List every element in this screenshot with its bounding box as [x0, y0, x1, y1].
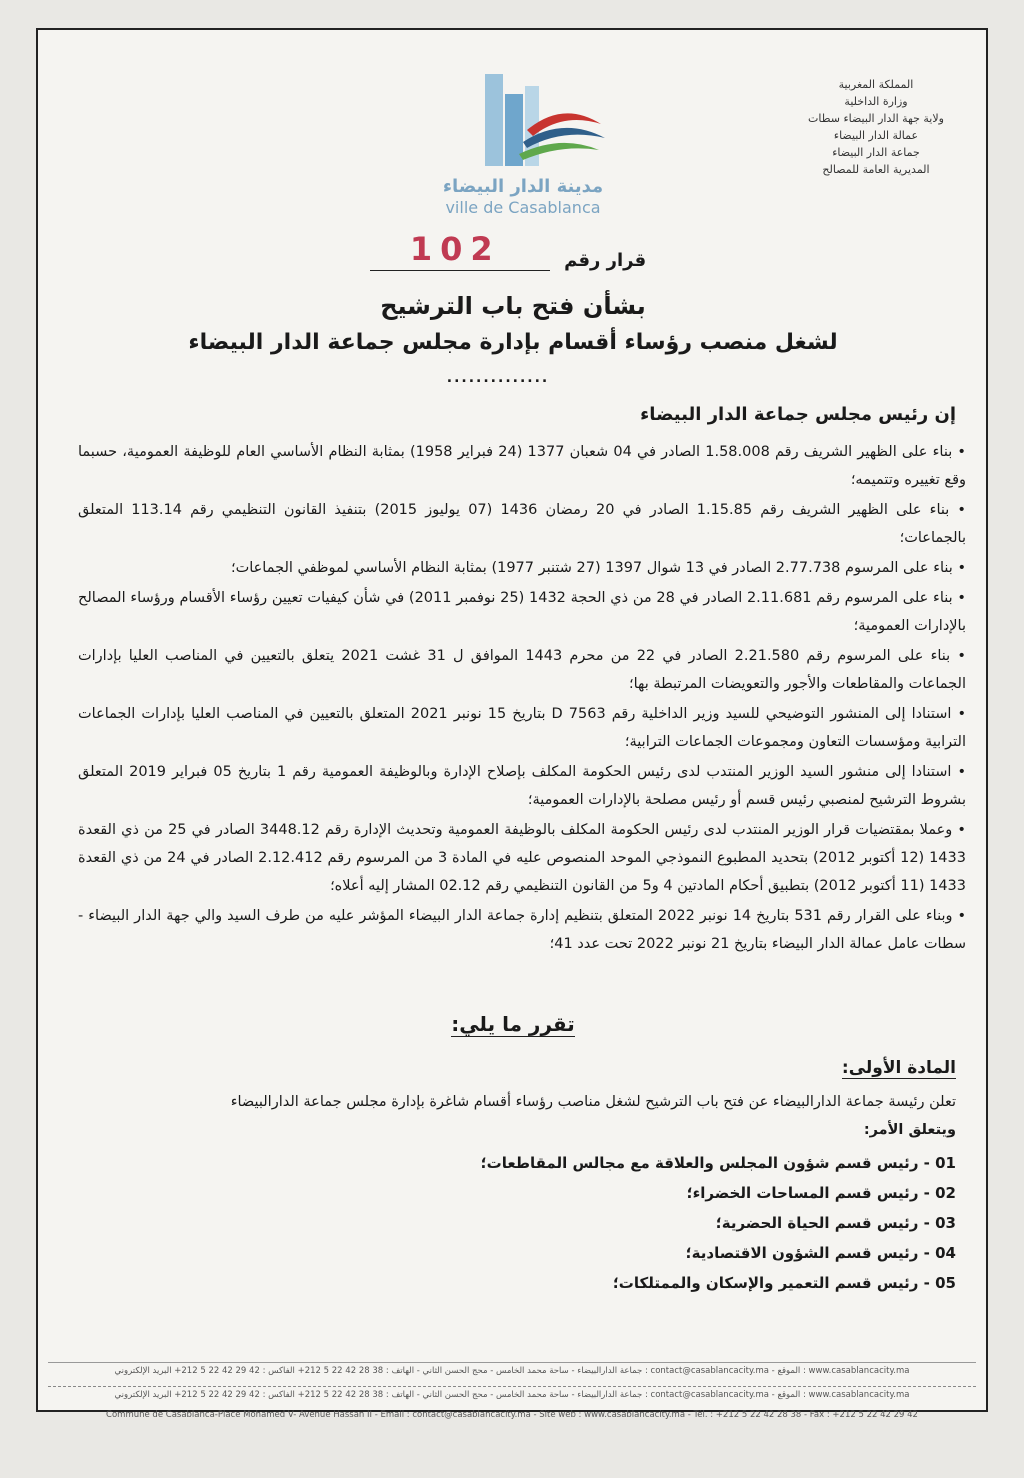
admin-line: المملكة المغربية: [838, 78, 914, 91]
footer-line-arabic: جماعة الدارالبيضاء - ساحة محمد الخامس - محج الحسن الثاني - الهاتف : 38 28 42 22 5 212+ الفاكس : 42 29 42 22 5 212+ البريد الإلكتروني : contact@casablancacity.ma - الموقع : www.casablancacity.ma: [48, 1362, 976, 1376]
article-concerns: ويتعلق الأمر:: [863, 1122, 956, 1138]
preamble-clause: • بناء على الظهير الشريف رقم 1.15.85 الصادر في 20 رمضان 1436 (07 يوليوز 2015) بتنفيذ القانون التنظيمي رقم 113.14 المتعلق بالجماعات؛: [78, 502, 966, 546]
document-page: [36, 28, 988, 1420]
article-title: [842, 1058, 956, 1078]
admin-line: وزارة الداخلية: [844, 95, 908, 108]
footer-line-french: Commune de Casablanca-Place Mohamed V- Avenue Hassan II - Email : contact@casablancacity.ma - Site web : www.casablancacity.ma - Tél. : +212 5 22 42 28 38 - Fax : +212 5 22 42 29 42: [106, 1410, 918, 1420]
preamble: [78, 438, 966, 960]
decision-heading: [318, 230, 698, 271]
preamble-clause: • وعملا بمقتضيات قرار الوزير المنتدب لدى رئيس الحكومة المكلف بالوظيفة العمومية وتحديث الإدارة رقم 3448.12 الصادر في 25 من ذي القعدة 1433 (12 أكتوبر 2012) بتحديد المطبوع النموذجي الموحد المنصوص عليه في المادة 3 من المرسوم رقم 2.12.412 الصادر في 24 من ذي القعدة 1433 (11 أكتوبر 2012) بتطبيق أحكام المادتين 4 و5 من القانون التنظيمي رقم 02.12 المشار إليه أعلاه؛: [78, 822, 966, 894]
preamble-clause: • استنادا إلى المنشور التوضيحي للسيد وزير الداخلية رقم D 7563 بتاريخ 15 نونبر 2021 المتعلق بالتعيين في المناصب العليا بإدارات الجماعات الترابية ومؤسسات التعاون ومجموعات الجماعات الترابية؛: [78, 706, 967, 750]
preamble-clause: • بناء على المرسوم رقم 2.21.580 الصادر في 22 من محرم 1443 الموافق ل 31 غشت 2021 يتعلق بالتعيين في المناصب العليا بإدارات الجماعات والمقاطعات والأجور والتعويضات المرتبطة بها؛: [78, 648, 966, 692]
logo-emblem-icon: [423, 64, 623, 176]
preamble-clause: • بناء على الظهير الشريف رقم 1.58.008 الصادر في 04 شعبان 1377 (24 فبراير 1958) بمثابة النظام الأساسي العام للوظيفة العمومية، حسبما وقع تغييره وتتميمه؛: [78, 444, 966, 488]
position-item: 03 - رئيس قسم الحياة الحضرية؛: [715, 1214, 956, 1232]
subject-line-1: بشأن فتح باب الترشيح: [380, 292, 646, 320]
preamble-clause: • بناء على المرسوم رقم 2.11.681 الصادر في 28 من ذي الحجة 1432 (25 نوفمبر 2011) في شأن كيفيات تعيين رؤساء الأقسام ورؤساء المصالح بالإدارات العمومية؛: [78, 590, 966, 634]
position-item: 05 - رئيس قسم التعمير والإسكان والممتلكات؛: [612, 1274, 956, 1292]
positions-list: [86, 1148, 956, 1298]
admin-line: جماعة الدار البيضاء: [832, 146, 920, 159]
position-item: 01 - رئيس قسم شؤون المجلس والعلاقة مع مجالس المقاطعات؛: [480, 1154, 956, 1172]
decision-number-line: [370, 230, 550, 271]
logo-arabic-text: مدينة الدار البيضاء: [442, 176, 604, 197]
position-item: 02 - رئيس قسم المساحات الخضراء؛: [686, 1184, 956, 1202]
subject-line-2: لشغل منصب رؤساء أقسام بإدارة مجلس جماعة الدار البيضاء: [188, 330, 838, 355]
decides-text: تقرر ما يلي:: [451, 1012, 575, 1036]
administrative-header: [786, 76, 966, 178]
decision-label: قرار رقم: [564, 250, 647, 271]
preamble-clause: • استنادا إلى منشور السيد الوزير المنتدب لدى رئيس الحكومة المكلف بإصلاح الإدارة وبالوظيفة العمومية رقم 1 بتاريخ 05 فبراير 2019 المتعلق بشروط الترشيح لمنصبي رئيس قسم أو رئيس مصلحة بالإدارات العمومية؛: [78, 764, 967, 808]
issuing-authority: إن رئيس مجلس جماعة الدار البيضاء: [640, 404, 956, 425]
casablanca-logo: [423, 64, 623, 224]
preamble-clause: • بناء على المرسوم 2.77.738 الصادر في 13 شوال 1397 (27 شتنبر 1977) بمثابة النظام الأساسي لموظفي الجماعات؛: [230, 560, 966, 576]
admin-line: ولاية جهة الدار البيضاء سطات: [808, 112, 944, 125]
admin-line: المديرية العامة للمصالح: [822, 163, 930, 176]
decides-heading: [338, 1012, 688, 1036]
article-body: [86, 1088, 956, 1298]
separator-dots: ..............: [446, 370, 550, 386]
footer-line-arabic-repeat: جماعة الدارالبيضاء - ساحة محمد الخامس - محج الحسن الثاني - الهاتف : 38 28 42 22 5 212+ الفاكس : 42 29 42 22 5 212+ البريد الإلكتروني : contact@casablancacity.ma - الموقع : www.casablancacity.ma: [48, 1386, 976, 1400]
preamble-clause: • وبناء على القرار رقم 531 بتاريخ 14 نونبر 2022 المتعلق بتنظيم إدارة جماعة الدار البيضاء المؤشر عليه من طرف السيد والي جهة الدار البيضاء - سطات عامل عمالة الدار البيضاء بتاريخ 21 نونبر 2022 تحت عدد 41؛: [78, 908, 967, 952]
article-intro: تعلن رئيسة جماعة الدارالبيضاء عن فتح باب الترشيح لشغل مناصب رؤساء أقسام شاغرة بإدارة مجلس جماعة الدارالبيضاء: [230, 1094, 956, 1110]
decision-number: 102: [409, 230, 501, 268]
article-title-text: المادة الأولى:: [841, 1058, 956, 1078]
position-item: 04 - رئيس قسم الشؤون الاقتصادية؛: [685, 1244, 956, 1262]
admin-line: عمالة الدار البيضاء: [833, 129, 919, 142]
logo-french-text: ville de Casablanca: [445, 198, 601, 217]
